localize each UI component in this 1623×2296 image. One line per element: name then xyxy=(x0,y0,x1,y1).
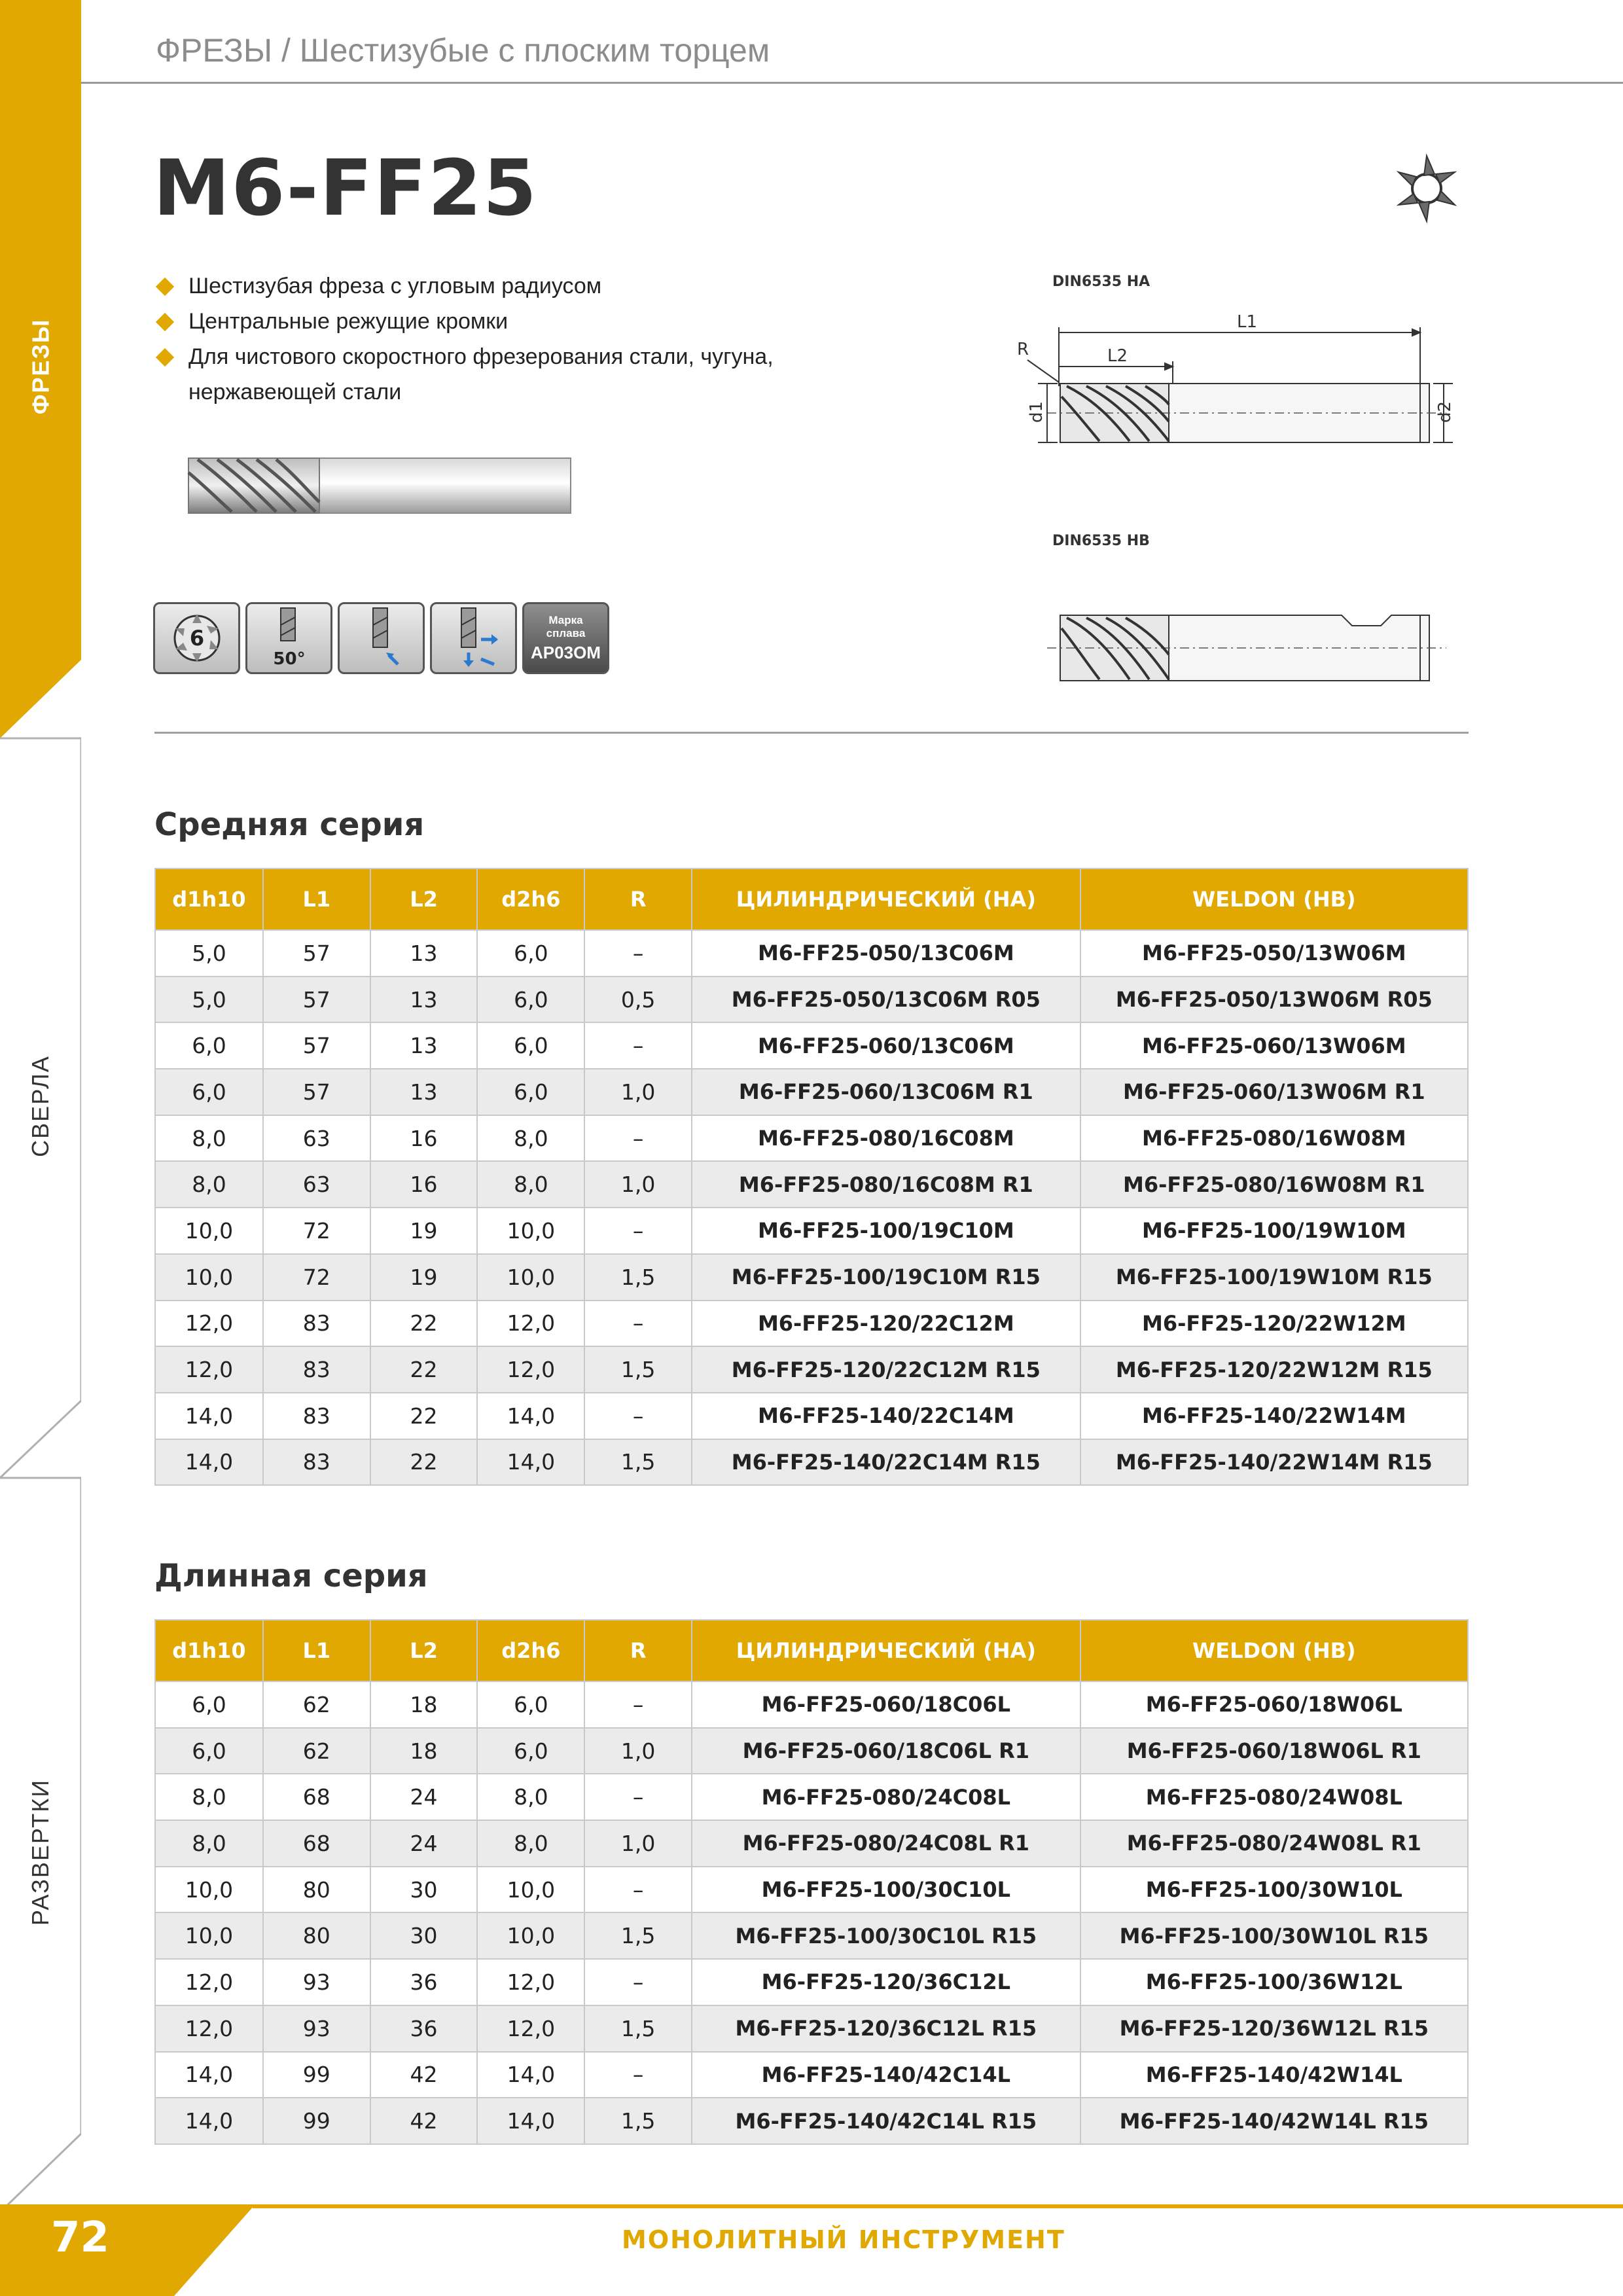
table-cell: M6-FF25-080/16W08M R1 xyxy=(1080,1161,1468,1208)
table-cell: 6,0 xyxy=(477,1022,584,1069)
col-d2: d2h6 xyxy=(477,869,584,930)
table-cell: 13 xyxy=(370,1022,478,1069)
table-cell: M6-FF25-080/16C08M xyxy=(692,1115,1080,1162)
table-cell: 14,0 xyxy=(477,2052,584,2098)
table-row xyxy=(155,1912,1468,1959)
table-cell: 62 xyxy=(263,1728,370,1774)
long-series-table xyxy=(154,1619,1469,2145)
table-cell: 14,0 xyxy=(477,2098,584,2144)
table-cell: 8,0 xyxy=(477,1820,584,1867)
table-cell: 24 xyxy=(370,1774,478,1820)
table-cell: M6-FF25-100/19W10M R15 xyxy=(1080,1254,1468,1300)
table-cell: M6-FF25-140/42C14L R15 xyxy=(692,2098,1080,2144)
table-cell: – xyxy=(584,1208,692,1254)
table-cell: 5,0 xyxy=(155,977,263,1023)
table-cell: 1,0 xyxy=(584,1161,692,1208)
table-cell: 99 xyxy=(263,2052,370,2098)
table-row xyxy=(155,1774,1468,1820)
table-cell: 1,5 xyxy=(584,1254,692,1300)
table-cell: M6-FF25-080/24W08L xyxy=(1080,1774,1468,1820)
table-cell: M6-FF25-060/18C06L xyxy=(692,1681,1080,1728)
table-cell: 6,0 xyxy=(155,1681,263,1728)
long-series-body xyxy=(155,1681,1468,2144)
table-cell: 93 xyxy=(263,2005,370,2052)
table-cell: – xyxy=(584,1393,692,1439)
table-cell: M6-FF25-120/36C12L xyxy=(692,1959,1080,2005)
table-header-row xyxy=(155,869,1468,930)
table-cell: M6-FF25-100/19C10M xyxy=(692,1208,1080,1254)
table-cell: 6,0 xyxy=(155,1728,263,1774)
table-cell: 22 xyxy=(370,1393,478,1439)
table-cell: 42 xyxy=(370,2098,478,2144)
table-row xyxy=(155,1820,1468,1867)
table-row xyxy=(155,2005,1468,2052)
table-cell: 10,0 xyxy=(477,1254,584,1300)
table-cell: 10,0 xyxy=(155,1208,263,1254)
table-cell: 63 xyxy=(263,1161,370,1208)
table-cell: M6-FF25-120/22C12M R15 xyxy=(692,1346,1080,1393)
table-row xyxy=(155,1346,1468,1393)
table-cell: – xyxy=(584,1774,692,1820)
tab-frezy[interactable] xyxy=(0,301,81,432)
tab-razvertki-label: РАЗВЕРТКИ xyxy=(27,1778,54,1926)
table-cell: 83 xyxy=(263,1300,370,1347)
table-cell: M6-FF25-080/16C08M R1 xyxy=(692,1161,1080,1208)
table-cell: 18 xyxy=(370,1728,478,1774)
table-row xyxy=(155,977,1468,1023)
table-cell: M6-FF25-080/16W08M xyxy=(1080,1115,1468,1162)
feature-item: Шестизубая фреза с угловым радиусом xyxy=(156,268,774,304)
table-cell: M6-FF25-120/36C12L R15 xyxy=(692,2005,1080,2052)
table-cell: M6-FF25-100/30W10L xyxy=(1080,1867,1468,1913)
table-cell: M6-FF25-100/19W10M xyxy=(1080,1208,1468,1254)
table-cell: 8,0 xyxy=(155,1820,263,1867)
table-cell: 8,0 xyxy=(155,1161,263,1208)
table-cell: 8,0 xyxy=(477,1115,584,1162)
table-cell: 36 xyxy=(370,1959,478,2005)
table-cell: 10,0 xyxy=(477,1867,584,1913)
table-cell: 12,0 xyxy=(155,2005,263,2052)
table-cell: M6-FF25-140/42W14L xyxy=(1080,2052,1468,2098)
table-cell: M6-FF25-120/22W12M xyxy=(1080,1300,1468,1347)
table-cell: 8,0 xyxy=(155,1115,263,1162)
medium-series-table xyxy=(154,868,1469,1486)
table-cell: M6-FF25-060/13W06M R1 xyxy=(1080,1069,1468,1115)
section-divider xyxy=(154,732,1469,734)
table-cell: 16 xyxy=(370,1115,478,1162)
drawing-ha-title: DIN6535 HA xyxy=(1052,274,1150,290)
table-cell: M6-FF25-050/13W06M R05 xyxy=(1080,977,1468,1023)
medium-series-title: Средняя серия xyxy=(154,806,425,843)
table-cell: 1,5 xyxy=(584,1346,692,1393)
col-hb: WELDON (HB) xyxy=(1080,1620,1468,1681)
table-row xyxy=(155,1959,1468,2005)
col-r: R xyxy=(584,1620,692,1681)
table-cell: 13 xyxy=(370,977,478,1023)
table-cell: M6-FF25-080/24W08L R1 xyxy=(1080,1820,1468,1867)
col-l1: L1 xyxy=(263,1620,370,1681)
col-d1: d1h10 xyxy=(155,869,263,930)
table-row xyxy=(155,1161,1468,1208)
table-cell: 30 xyxy=(370,1867,478,1913)
table-row xyxy=(155,1681,1468,1728)
col-ha: ЦИЛИНДРИЧЕСКИЙ (HA) xyxy=(692,869,1080,930)
drawing-hb xyxy=(1001,602,1459,687)
table-cell: 83 xyxy=(263,1346,370,1393)
table-cell: 14,0 xyxy=(155,2052,263,2098)
table-cell: 22 xyxy=(370,1300,478,1347)
table-cell: M6-FF25-060/18W06L R1 xyxy=(1080,1728,1468,1774)
table-cell: 10,0 xyxy=(155,1254,263,1300)
table-cell: 36 xyxy=(370,2005,478,2052)
table-cell: 93 xyxy=(263,1959,370,2005)
col-d1: d1h10 xyxy=(155,1620,263,1681)
table-cell: 1,5 xyxy=(584,1912,692,1959)
table-header-row xyxy=(155,1620,1468,1681)
table-cell: 57 xyxy=(263,977,370,1023)
table-cell: M6-FF25-100/36W12L xyxy=(1080,1959,1468,2005)
table-cell: 6,0 xyxy=(477,1069,584,1115)
feature-item-continuation: нержавеющей стали xyxy=(188,380,402,404)
table-cell: 57 xyxy=(263,1069,370,1115)
svg-text:L1: L1 xyxy=(1237,312,1258,332)
table-cell: 24 xyxy=(370,1820,478,1867)
table-cell: 1,0 xyxy=(584,1069,692,1115)
table-cell: 68 xyxy=(263,1820,370,1867)
table-cell: 72 xyxy=(263,1208,370,1254)
table-cell: 14,0 xyxy=(477,1439,584,1486)
footer-tab xyxy=(0,2204,255,2296)
table-cell: 22 xyxy=(370,1346,478,1393)
table-cell: M6-FF25-140/22W14M xyxy=(1080,1393,1468,1439)
table-cell: 14,0 xyxy=(155,2098,263,2144)
svg-text:6: 6 xyxy=(189,626,204,651)
table-cell: M6-FF25-060/13C06M xyxy=(692,1022,1080,1069)
col-l1: L1 xyxy=(263,869,370,930)
table-cell: M6-FF25-060/13C06M R1 xyxy=(692,1069,1080,1115)
table-cell: 12,0 xyxy=(155,1959,263,2005)
table-cell: 12,0 xyxy=(155,1346,263,1393)
diamond-bullet-icon xyxy=(156,313,174,331)
table-row xyxy=(155,1439,1468,1486)
table-cell: 1,0 xyxy=(584,1820,692,1867)
svg-text:50°: 50° xyxy=(272,649,306,669)
table-cell: 6,0 xyxy=(477,1728,584,1774)
footer-section-title: МОНОЛИТНЫЙ ИНСТРУМЕНТ xyxy=(622,2225,1065,2254)
col-r: R xyxy=(584,869,692,930)
tab-sverla-label: СВЕРЛА xyxy=(27,1055,54,1157)
breadcrumb: ФРЕЗЫ / Шестизубые с плоским торцем xyxy=(156,32,770,69)
feature-item: Для чистового скоростного фрезерования стали, чугуна, xyxy=(156,339,774,374)
tab-frezy-label: ФРЕЗЫ xyxy=(27,318,54,415)
table-cell: M6-FF25-100/30C10L xyxy=(692,1867,1080,1913)
feature-item: Центральные режущие кромки xyxy=(156,304,774,339)
tab-sverla[interactable] xyxy=(0,1041,81,1172)
svg-text:L2: L2 xyxy=(1107,346,1128,366)
helix-angle-icon xyxy=(245,602,332,674)
table-cell: M6-FF25-100/30C10L R15 xyxy=(692,1912,1080,1959)
table-cell: M6-FF25-140/22W14M R15 xyxy=(1080,1439,1468,1486)
drawing-ha xyxy=(1001,301,1459,458)
gear-icon xyxy=(168,609,226,668)
table-cell: – xyxy=(584,1681,692,1728)
table-cell: 8,0 xyxy=(477,1774,584,1820)
diamond-bullet-icon xyxy=(156,348,174,367)
table-cell: 6,0 xyxy=(477,1681,584,1728)
table-row xyxy=(155,1069,1468,1115)
table-cell: 57 xyxy=(263,930,370,977)
table-cell: 12,0 xyxy=(477,1959,584,2005)
table-cell: M6-FF25-120/36W12L R15 xyxy=(1080,2005,1468,2052)
table-cell: 72 xyxy=(263,1254,370,1300)
diamond-bullet-icon xyxy=(156,278,174,296)
table-cell: – xyxy=(584,930,692,977)
table-cell: 12,0 xyxy=(477,2005,584,2052)
table-cell: – xyxy=(584,1115,692,1162)
table-row xyxy=(155,1300,1468,1347)
table-cell: 6,0 xyxy=(155,1069,263,1115)
col-ha: ЦИЛИНДРИЧЕСКИЙ (HA) xyxy=(692,1620,1080,1681)
table-cell: 1,5 xyxy=(584,1439,692,1486)
table-cell: 6,0 xyxy=(155,1022,263,1069)
table-cell: 1,5 xyxy=(584,2098,692,2144)
table-row xyxy=(155,1022,1468,1069)
table-cell: – xyxy=(584,1867,692,1913)
table-cell: 19 xyxy=(370,1254,478,1300)
feature-list xyxy=(156,268,774,410)
table-cell: 83 xyxy=(263,1439,370,1486)
table-cell: M6-FF25-100/19C10M R15 xyxy=(692,1254,1080,1300)
table-cell: 18 xyxy=(370,1681,478,1728)
footer-line xyxy=(253,2204,1623,2208)
drawing-hb-title: DIN6535 HB xyxy=(1052,533,1150,549)
table-cell: – xyxy=(584,1959,692,2005)
table-cell: M6-FF25-060/13W06M xyxy=(1080,1022,1468,1069)
table-cell: 6,0 xyxy=(477,977,584,1023)
table-cell: 5,0 xyxy=(155,930,263,977)
table-cell: 10,0 xyxy=(477,1912,584,1959)
table-cell: M6-FF25-120/22C12M xyxy=(692,1300,1080,1347)
long-series-title: Длинная серия xyxy=(154,1558,428,1594)
table-cell: 14,0 xyxy=(155,1439,263,1486)
table-row xyxy=(155,1728,1468,1774)
table-cell: 14,0 xyxy=(477,1393,584,1439)
table-cell: – xyxy=(584,2052,692,2098)
table-cell: 83 xyxy=(263,1393,370,1439)
table-cell: 62 xyxy=(263,1681,370,1728)
table-cell: M6-FF25-140/42W14L R15 xyxy=(1080,2098,1468,2144)
table-row xyxy=(155,930,1468,977)
table-cell: 19 xyxy=(370,1208,478,1254)
table-cell: 57 xyxy=(263,1022,370,1069)
table-row xyxy=(155,2098,1468,2144)
tab-razvertki[interactable] xyxy=(0,1767,81,1937)
table-cell: 63 xyxy=(263,1115,370,1162)
table-cell: 13 xyxy=(370,1069,478,1115)
table-cell: 42 xyxy=(370,2052,478,2098)
col-l2: L2 xyxy=(370,1620,478,1681)
table-cell: 16 xyxy=(370,1161,478,1208)
table-cell: 10,0 xyxy=(477,1208,584,1254)
table-cell: M6-FF25-120/22W12M R15 xyxy=(1080,1346,1468,1393)
col-d2: d2h6 xyxy=(477,1620,584,1681)
table-cell: M6-FF25-050/13W06M xyxy=(1080,930,1468,977)
product-title: M6-FF25 xyxy=(153,143,538,233)
table-cell: – xyxy=(584,1300,692,1347)
table-cell: 8,0 xyxy=(155,1774,263,1820)
table-cell: 1,5 xyxy=(584,2005,692,2052)
table-cell: 12,0 xyxy=(477,1300,584,1347)
table-cell: M6-FF25-080/24C08L R1 xyxy=(692,1820,1080,1867)
table-cell: – xyxy=(584,1022,692,1069)
medium-series-body xyxy=(155,930,1468,1485)
table-cell: 12,0 xyxy=(155,1300,263,1347)
table-row xyxy=(155,1208,1468,1254)
table-cell: 0,5 xyxy=(584,977,692,1023)
table-cell: M6-FF25-060/18C06L R1 xyxy=(692,1728,1080,1774)
table-cell: M6-FF25-050/13C06M R05 xyxy=(692,977,1080,1023)
table-cell: 99 xyxy=(263,2098,370,2144)
table-cell: 68 xyxy=(263,1774,370,1820)
table-cell: 6,0 xyxy=(477,930,584,977)
svg-text:d2: d2 xyxy=(1435,401,1455,423)
table-row xyxy=(155,1115,1468,1162)
table-cell: 12,0 xyxy=(477,1346,584,1393)
table-cell: 80 xyxy=(263,1912,370,1959)
table-row xyxy=(155,1254,1468,1300)
feature-icons xyxy=(153,602,609,674)
table-cell: M6-FF25-060/18W06L xyxy=(1080,1681,1468,1728)
table-cell: 10,0 xyxy=(155,1867,263,1913)
table-cell: M6-FF25-100/30W10L R15 xyxy=(1080,1912,1468,1959)
cutter-cross-section-icon xyxy=(1387,149,1466,228)
ramping-icon xyxy=(338,602,425,674)
table-cell: 1,0 xyxy=(584,1728,692,1774)
col-l2: L2 xyxy=(370,869,478,930)
table-cell: 14,0 xyxy=(155,1393,263,1439)
table-cell: M6-FF25-140/42C14L xyxy=(692,2052,1080,2098)
multi-direction-icon xyxy=(430,602,517,674)
table-row xyxy=(155,1393,1468,1439)
table-cell: M6-FF25-140/22C14M R15 xyxy=(692,1439,1080,1486)
table-cell: M6-FF25-050/13C06M xyxy=(692,930,1080,977)
flutes-count-icon xyxy=(153,602,240,674)
col-hb: WELDON (HB) xyxy=(1080,869,1468,930)
table-cell: 22 xyxy=(370,1439,478,1486)
table-row xyxy=(155,2052,1468,2098)
table-row xyxy=(155,1867,1468,1913)
table-cell: 13 xyxy=(370,930,478,977)
svg-text:R: R xyxy=(1017,340,1029,359)
grade-icon: Марка сплава AP03OM xyxy=(522,602,609,674)
svg-text:d1: d1 xyxy=(1027,401,1046,423)
table-cell: M6-FF25-080/24C08L xyxy=(692,1774,1080,1820)
table-cell: 10,0 xyxy=(155,1912,263,1959)
table-cell: 8,0 xyxy=(477,1161,584,1208)
table-cell: 30 xyxy=(370,1912,478,1959)
table-cell: 80 xyxy=(263,1867,370,1913)
page-number: 72 xyxy=(51,2214,110,2262)
table-cell: M6-FF25-140/22C14M xyxy=(692,1393,1080,1439)
end-mill-photo xyxy=(185,446,577,525)
